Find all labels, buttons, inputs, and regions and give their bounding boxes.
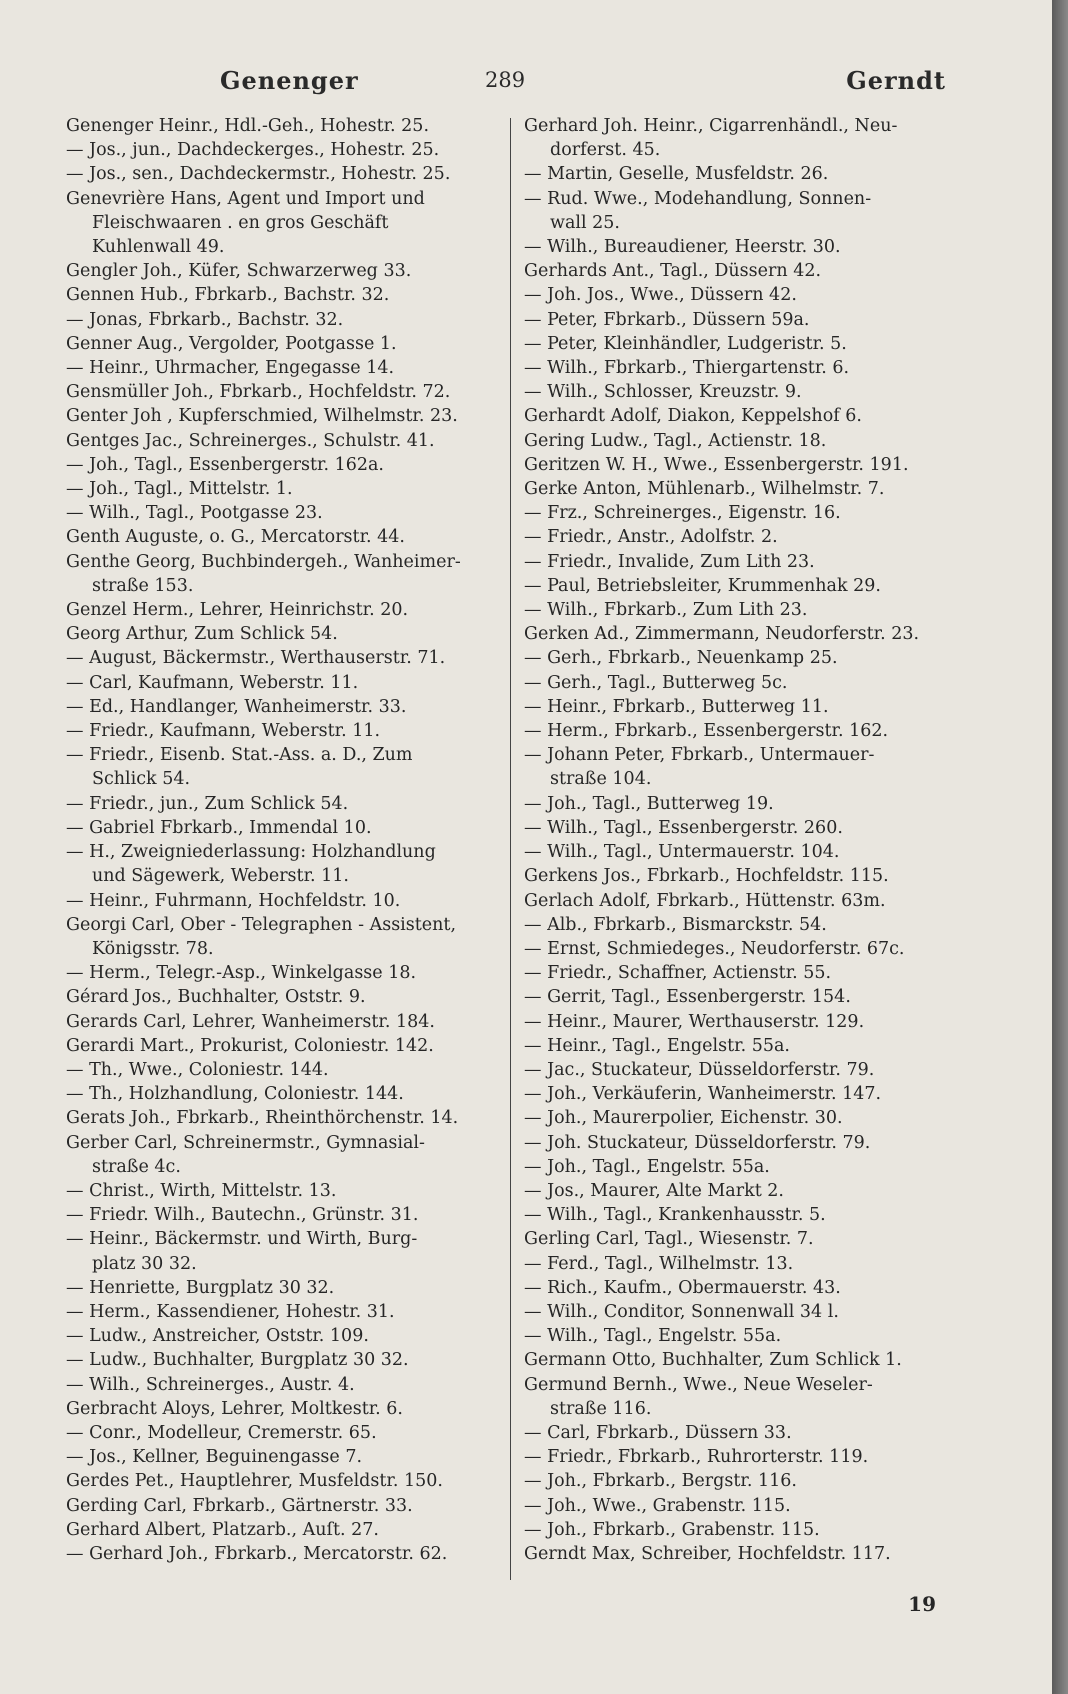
directory-entry [66,1324,498,1348]
entry-line: — Wilh., Fbrkarb., Thiergartenstr. 6. [524,358,850,379]
entry-line: Gerlach Adolf, Fbrkarb., Hüttenstr. 63m. [524,890,886,911]
entry-line: — H., Zweigniederlassung: Holzhandlung [66,842,436,863]
directory-entry [524,1010,956,1034]
directory-entry [524,1494,956,1518]
directory-entry [66,501,498,525]
entry-line: Genth Auguste, o. G., Mercatorstr. 44. [66,527,405,548]
directory-entry [524,1106,956,1130]
directory-entry [66,598,498,622]
signature-mark: 19 [908,1592,936,1616]
directory-entry [524,1300,956,1324]
entry-line: — Gerh., Tagl., Butterweg 5c. [524,672,788,693]
entry-line: — August, Bäckermstr., Werthauserstr. 71. [66,648,446,669]
directory-entry [66,1445,498,1469]
directory-entry [66,429,498,453]
entry-line: — Wilh., Tagl., Engelstr. 55a. [524,1326,782,1347]
entry-line: straße 116. [550,1398,652,1419]
entry-line: Gentges Jac., Schreinerges., Schulstr. 41. [66,430,435,451]
entry-line: — Th., Wwe., Coloniestr. 144. [66,1059,329,1080]
entry-line: — Wilh., Conditor, Sonnenwall 34 l. [524,1301,839,1322]
entry-line: Georgi Carl, Ober - Telegraphen - Assistent, [66,914,457,935]
directory-entry [524,235,956,259]
entry-line: Gerhards Ant., Tagl., Düssern 42. [524,261,822,282]
entry-line: Gengler Joh., Küfer, Schwarzerweg 33. [66,261,412,282]
directory-entry [524,889,956,913]
directory-entry [524,792,956,816]
directory-entry [66,1276,498,1300]
entry-line: — Friedr., Fbrkarb., Ruhrorterstr. 119. [524,1447,869,1468]
entry-line: — Alb., Fbrkarb., Bismarckstr. 54. [524,914,827,935]
directory-entry [66,162,498,186]
entry-line: Gérard Jos., Buchhalter, Oststr. 9. [66,987,366,1008]
entry-line: — Friedr., jun., Zum Schlick 54. [66,793,349,814]
entry-line: — Peter, Fbrkarb., Düssern 59a. [524,309,810,330]
directory-entry [66,550,498,598]
entry-line: — Wilh., Tagl., Essenbergerstr. 260. [524,817,843,838]
directory-entry [66,1179,498,1203]
directory-entry [524,404,956,428]
directory-entry [66,1300,498,1324]
entry-line: Genevrière Hans, Agent und Import und [66,188,425,209]
directory-entry [66,985,498,1009]
entry-line: — Joh. Stuckateur, Düsseldorferstr. 79. [524,1132,871,1153]
entry-line: — Heinr., Maurer, Werthauserstr. 129. [524,1011,865,1032]
entry-line: straße 104. [550,769,652,790]
entry-line: — Joh., Maurerpolier, Eichenstr. 30. [524,1108,843,1129]
entry-line: Gerken Ad., Zimmermann, Neudorferstr. 23. [524,624,920,645]
entry-line: — Ludw., Buchhalter, Burgplatz 30 32. [66,1350,409,1371]
directory-entry [524,1542,956,1566]
entry-line: — Heinr., Fuhrmann, Hochfeldstr. 10. [66,890,401,911]
entry-line: Gerkens Jos., Fbrkarb., Hochfeldstr. 115. [524,866,889,887]
directory-entry [524,501,956,525]
directory-entry [524,1324,956,1348]
entry-line: Genner Aug., Vergolder, Pootgasse 1. [66,333,397,354]
entry-line: — Ed., Handlanger, Wanheimerstr. 33. [66,696,407,717]
entry-line: — Joh., Tagl., Butterweg 19. [524,793,774,814]
directory-entry [66,646,498,670]
entry-line: — Friedr., Eisenb. Stat.-Ass. a. D., Zum [66,745,413,766]
directory-entry [66,114,498,138]
entry-line: — Wilh., Schreinerges., Austr. 4. [66,1374,355,1395]
directory-entry [66,283,498,307]
directory-entry [66,308,498,332]
directory-entry [524,695,956,719]
entry-line: wall 25. [550,212,620,233]
entry-line: — Jos., sen., Dachdeckermstr., Hohestr. 25. [66,164,451,185]
entry-line: Gerardi Mart., Prokurist, Coloniestr. 142. [66,1035,434,1056]
directory-entry [524,187,956,235]
directory-entry [524,259,956,283]
entry-line: Genthe Georg, Buchbindergeh., Wanheimer- [66,551,461,572]
entry-line: Germund Bernh., Wwe., Neue Weseler- [524,1374,873,1395]
entry-line: — Jonas, Fbrkarb., Bachstr. 32. [66,309,344,330]
directory-entry [66,1494,498,1518]
directory-entry [66,695,498,719]
directory-entry [524,574,956,598]
directory-entry [66,1082,498,1106]
entry-line: — Wilh., Fbrkarb., Zum Lith 23. [524,600,808,621]
entry-line: — Joh., Fbrkarb., Grabenstr. 115. [524,1519,820,1540]
entry-line: — Wilh., Schlosser, Kreuzstr. 9. [524,382,802,403]
entry-line: platz 30 32. [92,1253,197,1274]
entry-line: — Wilh., Tagl., Pootgasse 23. [66,503,323,524]
entry-line: — Jos., Maurer, Alte Markt 2. [524,1180,784,1201]
directory-entry [524,671,956,695]
entry-line: — Joh., Tagl., Mittelstr. 1. [66,479,293,500]
directory-entry [66,138,498,162]
directory-entry [524,598,956,622]
entry-line: — Heinr., Bäckermstr. und Wirth, Burg- [66,1229,418,1250]
directory-entry [66,1106,498,1130]
entry-line: — Wilh., Bureaudiener, Heerstr. 30. [524,237,841,258]
directory-entry [66,719,498,743]
directory-entry [66,1010,498,1034]
entry-line: Königsstr. 78. [92,938,214,959]
entry-line: — Martin, Geselle, Musfeldstr. 26. [524,164,829,185]
entry-line: Genter Joh , Kupferschmied, Wilhelmstr. 23. [66,406,458,427]
entry-line: Gerhardt Adolf, Diakon, Keppelshof 6. [524,406,862,427]
directory-entry [524,1421,956,1445]
directory-entry [524,743,956,791]
directory-entry [66,404,498,428]
directory-entry [66,913,498,961]
entry-line: — Rud. Wwe., Modehandlung, Sonnen- [524,188,872,209]
directory-entry [524,1518,956,1542]
directory-entry [66,622,498,646]
entry-line: — Conr., Modelleur, Cremerstr. 65. [66,1422,377,1443]
entry-line: Fleischwaaren . en gros Geschäft [92,212,389,233]
directory-entry [66,356,498,380]
directory-entry [524,525,956,549]
entry-line: — Jos., Kellner, Beguinengasse 7. [66,1447,363,1468]
entry-line: Gerndt Max, Schreiber, Hochfeldstr. 117. [524,1543,891,1564]
directory-entry [66,259,498,283]
directory-entry [524,1252,956,1276]
directory-entry [66,1518,498,1542]
directory-entry [524,356,956,380]
entry-line: — Wilh., Tagl., Untermauerstr. 104. [524,842,840,863]
entry-line: Georg Arthur, Zum Schlick 54. [66,624,338,645]
directory-entry [66,840,498,888]
directory-entry [66,380,498,404]
directory-entry [524,1373,956,1421]
directory-entry [524,1445,956,1469]
directory-entry [524,1348,956,1372]
directory-entry [66,187,498,260]
directory-entry [66,1421,498,1445]
entry-line: Gerbracht Aloys, Lehrer, Moltkestr. 6. [66,1398,403,1419]
directory-entry [524,913,956,937]
entry-line: — Gerh., Fbrkarb., Neuenkamp 25. [524,648,838,669]
entry-line: Gerdes Pet., Hauptlehrer, Musfeldstr. 150. [66,1471,443,1492]
entry-line: — Herm., Telegr.-Asp., Winkelgasse 18. [66,963,417,984]
entry-line: — Ferd., Tagl., Wilhelmstr. 13. [524,1253,794,1274]
entry-line: Gensmüller Joh., Fbrkarb., Hochfeldstr. 72. [66,382,451,403]
entry-line: — Carl, Fbrkarb., Düssern 33. [524,1422,792,1443]
entry-line: und Sägewerk, Weberstr. 11. [92,866,349,887]
directory-entry [66,1058,498,1082]
entry-line: — Herm., Fbrkarb., Essenbergerstr. 162. [524,721,889,742]
entry-line: — Joh. Jos., Wwe., Düssern 42. [524,285,797,306]
directory-entry [66,1373,498,1397]
directory-entry [524,162,956,186]
entry-line: — Joh., Tagl., Engelstr. 55a. [524,1156,770,1177]
directory-entry [66,1203,498,1227]
directory-entry [524,961,956,985]
left-column [66,114,498,1566]
directory-entry [66,1034,498,1058]
entry-line: — Friedr., Invalide, Zum Lith 23. [524,551,815,572]
column-divider [510,118,511,1580]
entry-line: Gerhard Albert, Platzarb., Auſt. 27. [66,1519,379,1540]
directory-entry [524,550,956,574]
directory-entry [66,453,498,477]
entry-line: dorferst. 45. [550,140,661,161]
entry-line: Gering Ludw., Tagl., Actienstr. 18. [524,430,827,451]
entry-line: Gennen Hub., Fbrkarb., Bachstr. 32. [66,285,390,306]
directory-entry [66,743,498,791]
directory-entry [524,937,956,961]
directory-entry [66,1227,498,1275]
header-left-catchword: Genenger [220,66,359,95]
directory-entry [524,477,956,501]
directory-entry [524,283,956,307]
entry-line: — Johann Peter, Fbrkarb., Untermauer- [524,745,875,766]
page-header [60,66,1008,96]
entry-line: — Joh., Verkäuferin, Wanheimerstr. 147. [524,1084,882,1105]
entry-line: — Friedr., Kaufmann, Weberstr. 11. [66,721,381,742]
page-number: 289 [485,68,526,92]
directory-entry [66,816,498,840]
entry-line: Geritzen W. H., Wwe., Essenbergerstr. 191. [524,454,909,475]
directory-entry [524,1034,956,1058]
entry-line: — Rich., Kaufm., Obermauerstr. 43. [524,1277,841,1298]
directory-entry [66,671,498,695]
directory-entry [66,332,498,356]
entry-line: — Jac., Stuckateur, Düsseldorferstr. 79. [524,1059,875,1080]
entry-line: straße 4c. [92,1156,181,1177]
directory-entry [524,719,956,743]
directory-entry [524,114,956,162]
header-right-catchword: Gerndt [846,66,946,95]
right-column [524,114,956,1566]
entry-line: — Gerhard Joh., Fbrkarb., Mercatorstr. 62. [66,1543,448,1564]
entry-line: — Ludw., Anstreicher, Oststr. 109. [66,1326,369,1347]
directory-entry [66,1131,498,1179]
entry-line: — Carl, Kaufmann, Weberstr. 11. [66,672,359,693]
directory-entry [524,1469,956,1493]
directory-entry [524,864,956,888]
entry-line: — Ernst, Schmiedeges., Neudorferstr. 67c. [524,938,905,959]
directory-entry [524,308,956,332]
entry-line: Gerling Carl, Tagl., Wiesenstr. 7. [524,1229,814,1250]
directory-entry [524,1203,956,1227]
directory-entry [524,622,956,646]
entry-line: — Herm., Kassendiener, Hohestr. 31. [66,1301,395,1322]
entry-line: Gerber Carl, Schreinermstr., Gymnasial- [66,1132,425,1153]
entry-line: Gerats Joh., Fbrkarb., Rheinthörchenstr. 14. [66,1108,459,1129]
directory-entry [66,889,498,913]
directory-entry [66,1348,498,1372]
directory-entry [524,1131,956,1155]
directory-entry [524,816,956,840]
entry-line: — Joh., Tagl., Essenbergerstr. 162a. [66,454,384,475]
entry-line: — Wilh., Tagl., Krankenhausstr. 5. [524,1205,826,1226]
directory-entry [524,1179,956,1203]
directory-entry [524,840,956,864]
entry-line: Gerke Anton, Mühlenarb., Wilhelmstr. 7. [524,479,885,500]
directory-entry [66,1469,498,1493]
entry-line: — Gerrit, Tagl., Essenbergerstr. 154. [524,987,851,1008]
directory-entry [66,792,498,816]
entry-line: — Heinr., Uhrmacher, Engegasse 14. [66,358,395,379]
directory-entry [66,1542,498,1566]
entry-line: — Friedr., Anstr., Adolfstr. 2. [524,527,778,548]
directory-entry [66,961,498,985]
directory-entry [524,646,956,670]
entry-line: straße 153. [92,575,194,596]
background-edge [1052,0,1068,1694]
entry-line: Schlick 54. [92,769,191,790]
entry-line: Genzel Herm., Lehrer, Heinrichstr. 20. [66,600,409,621]
directory-entry [524,332,956,356]
entry-line: — Heinr., Tagl., Engelstr. 55a. [524,1035,790,1056]
entry-line: Genenger Heinr., Hdl.-Geh., Hohestr. 25. [66,116,430,136]
directory-entry [524,429,956,453]
entry-line: — Jos., jun., Dachdeckerges., Hohestr. 25. [66,140,440,161]
directory-entry [66,477,498,501]
directory-entry [524,1276,956,1300]
directory-entry [524,1058,956,1082]
directory-entry [66,1397,498,1421]
entry-line: — Friedr., Schaffner, Actienstr. 55. [524,963,832,984]
entry-line: — Henriette, Burgplatz 30 32. [66,1277,335,1298]
directory-entry [66,525,498,549]
entry-line: — Peter, Kleinhändler, Ludgeristr. 5. [524,333,847,354]
entry-line: — Joh., Wwe., Grabenstr. 115. [524,1495,791,1516]
entry-line: Germann Otto, Buchhalter, Zum Schlick 1. [524,1350,902,1371]
entry-line: — Gabriel Fbrkarb., Immendal 10. [66,817,372,838]
entry-line: — Joh., Fbrkarb., Bergstr. 116. [524,1471,797,1492]
directory-entry [524,1082,956,1106]
entry-line: — Friedr. Wilh., Bautechn., Grünstr. 31. [66,1205,419,1226]
entry-line: Gerding Carl, Fbrkarb., Gärtnerstr. 33. [66,1495,413,1516]
directory-entry [524,453,956,477]
entry-line: — Th., Holzhandlung, Coloniestr. 144. [66,1084,404,1105]
directory-entry [524,985,956,1009]
entry-line: — Christ., Wirth, Mittelstr. 13. [66,1180,337,1201]
entry-line: Gerhard Joh. Heinr., Cigarrenhändl., Neu- [524,116,898,136]
directory-entry [524,1155,956,1179]
entry-line: — Heinr., Fbrkarb., Butterweg 11. [524,696,829,717]
directory-entry [524,1227,956,1251]
entry-line: — Frz., Schreinerges., Eigenstr. 16. [524,503,841,524]
entry-line: Gerards Carl, Lehrer, Wanheimerstr. 184. [66,1011,435,1032]
entry-line: Kuhlenwall 49. [92,237,225,258]
directory-entry [524,380,956,404]
entry-line: — Paul, Betriebsleiter, Krummenhak 29. [524,575,881,596]
